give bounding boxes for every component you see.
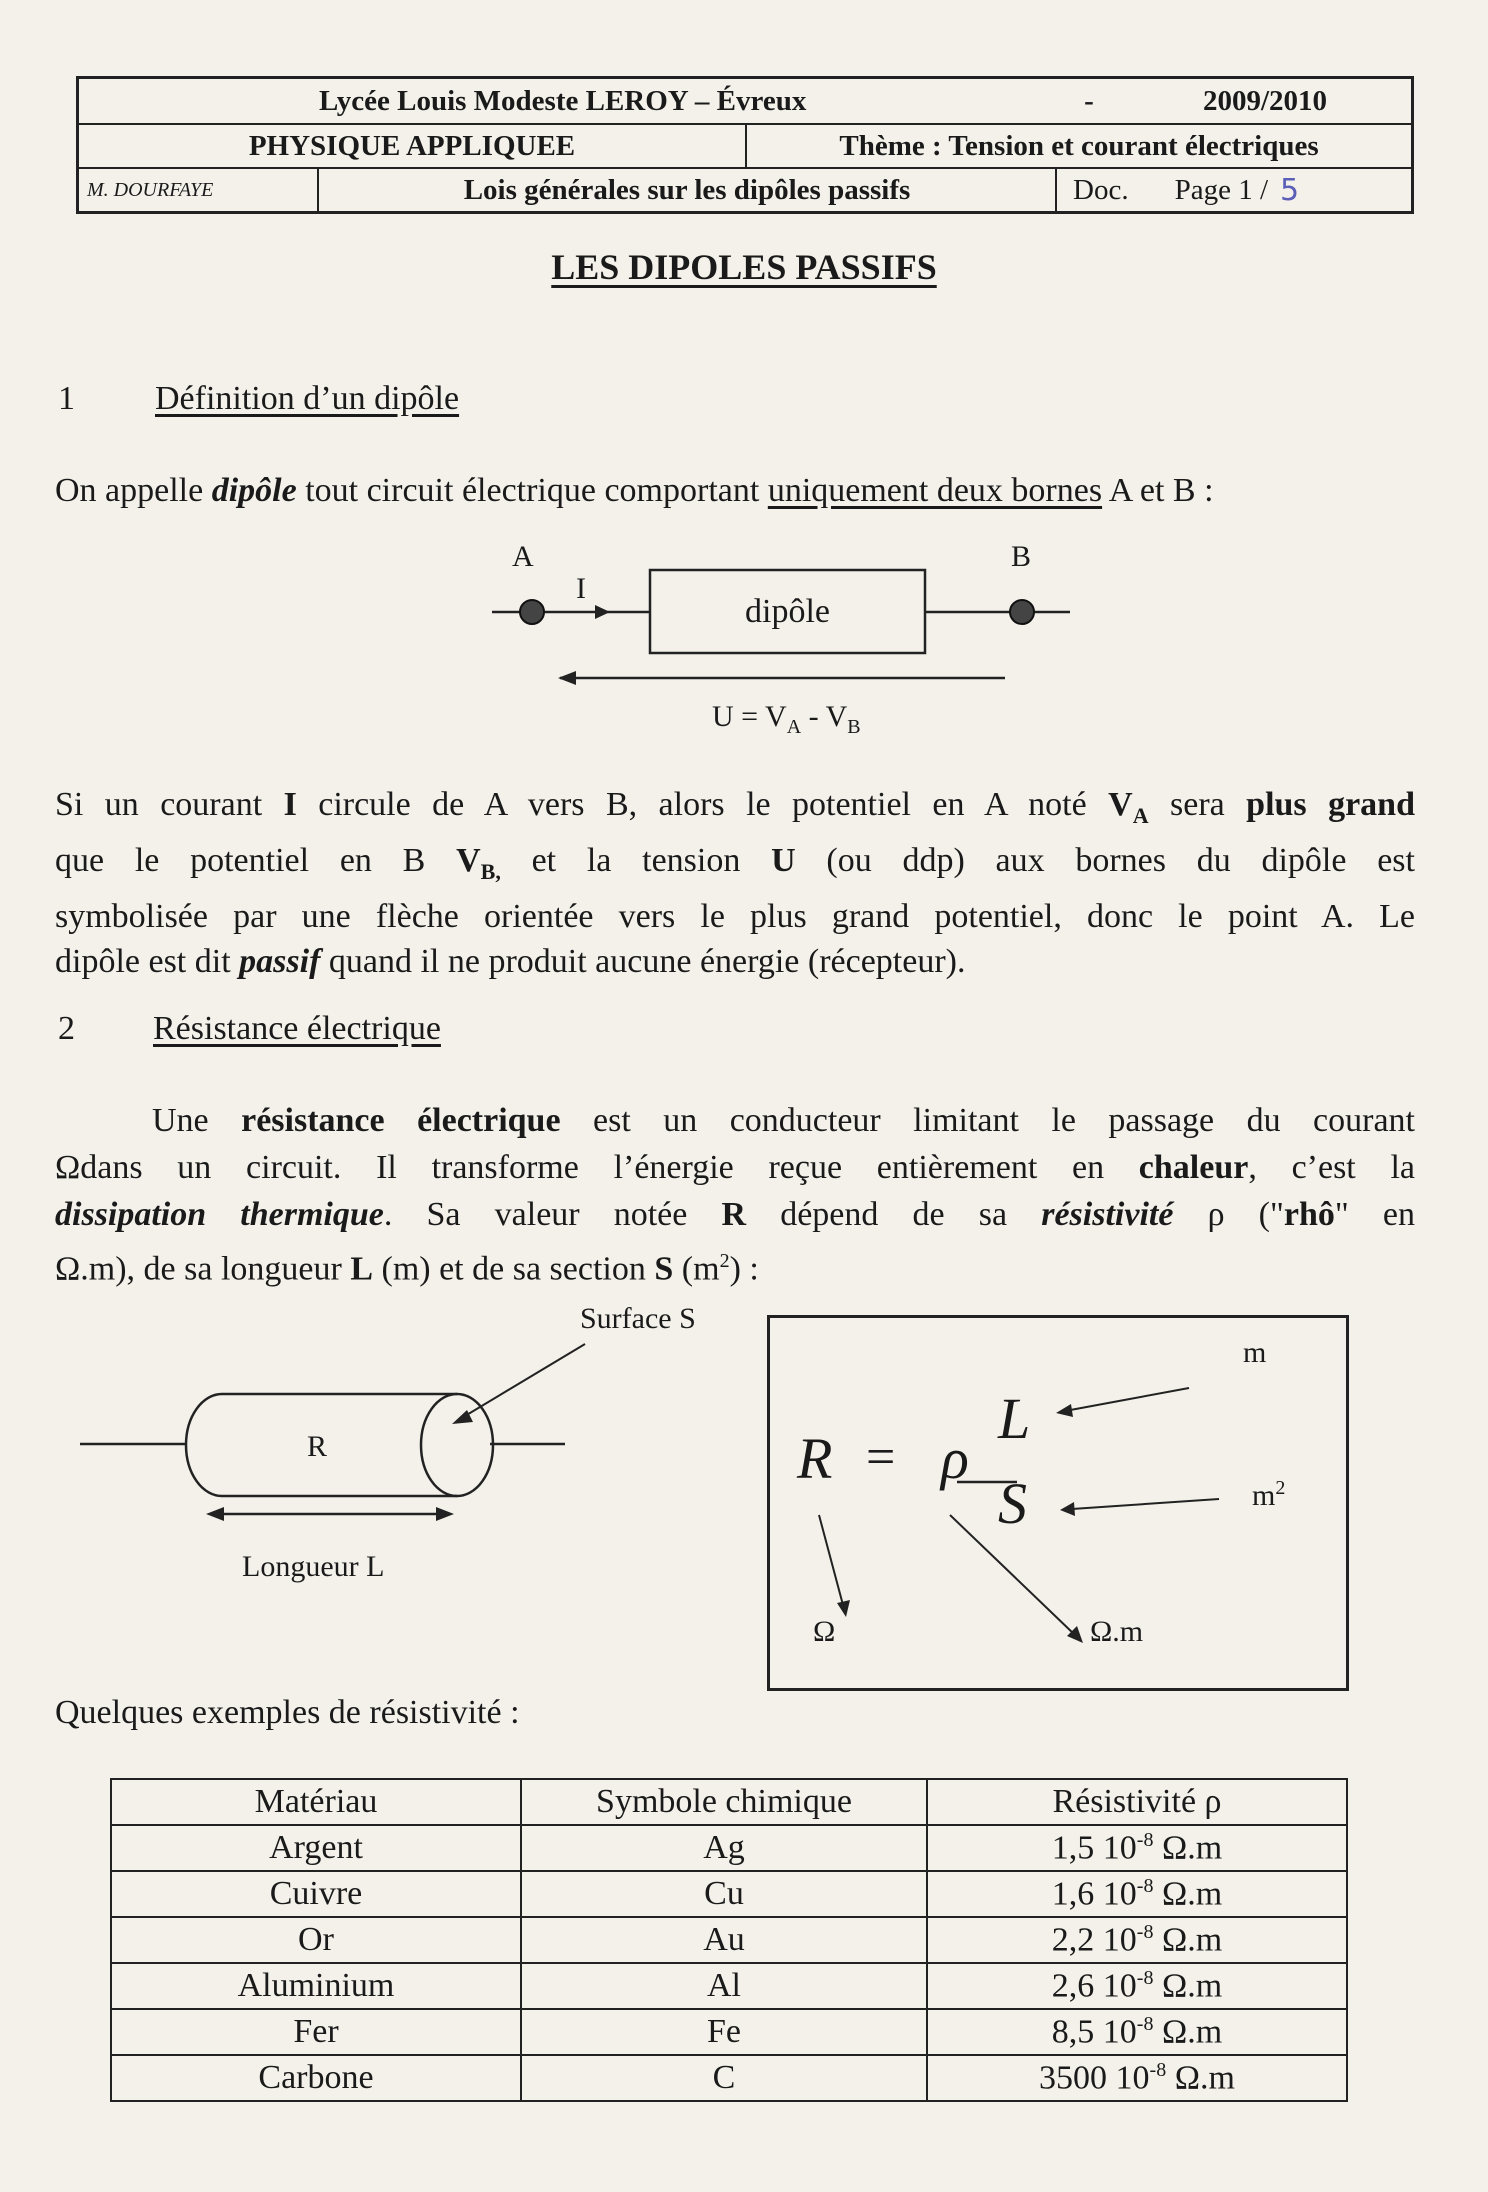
table-row [111,1871,1347,1917]
formula-s: S [998,1471,1027,1536]
unit-ohm-m: Ω.m [1090,1615,1144,1648]
cylinder-end-surface [421,1394,493,1496]
col-header-resistivity: Résistivité ρ [927,1779,1347,1825]
cell-material: Argent [111,1825,521,1871]
resistivity-table [110,1778,1348,2102]
header-row-school [79,79,1411,125]
length-arrow-head-right [436,1507,454,1521]
doc-label: Doc. [1073,173,1129,206]
unit-m: m [1243,1336,1267,1369]
header-row-subject [79,125,1411,169]
col-header-material: Matériau [111,1779,521,1825]
header-table [76,76,1414,214]
table-header-row [111,1779,1347,1825]
cell-symbol: Fe [521,2009,927,2055]
section-1-intro: On appelle dipôle tout circuit électrique comportant uniquement deux bornes A et B : [55,472,1214,509]
voltage-arrow-head [558,671,576,685]
arrow-r-unit-head [837,1600,850,1617]
page-title: LES DIPOLES PASSIFS [551,247,937,287]
topic: Lois générales sur les dipôles passifs [319,169,1057,211]
section-2-number: 2 [58,1010,75,1047]
school-name: Lycée Louis Modeste LEROY – Évreux [319,84,807,117]
formula-rho: ρ [941,1426,969,1491]
formula-equals: = [866,1429,896,1486]
terminal-b [1010,600,1034,624]
arrow-to-s-head [1060,1502,1075,1516]
header-dash: - [1084,84,1094,117]
page-info [1057,169,1411,211]
section-1-paragraph [55,782,1415,984]
cell-material: Cuivre [111,1871,521,1917]
cylinder-diagram [70,1310,730,1570]
cell-resistivity: 3500 $10^{-8}$ Ω.m [927,2055,1347,2101]
cell-resistivity: 1,6 $10^{-8}$ Ω.m [927,1871,1347,1917]
author: M. DOURFAYE [79,169,319,211]
page-total-handwritten: 5 [1280,172,1300,208]
cell-resistivity: 1,5 $10^{-8}$ Ω.m [927,1825,1347,1871]
cell-symbol: Cu [521,1871,927,1917]
subject: PHYSIQUE APPLIQUEE [79,125,747,167]
section-2-paragraph [55,1097,1415,1292]
length-arrow-head-left [206,1507,224,1521]
voltage-equation: $U = V_A - V_B$ [712,700,861,738]
unit-ohm: Ω [813,1615,836,1648]
label-current: I [576,572,586,605]
unit-m2: $m^2$ [1252,1477,1286,1512]
length-label: Longueur L [242,1550,385,1583]
school-year: 2009/2010 [1202,84,1328,117]
arrow-to-l-head [1056,1404,1073,1417]
examples-intro: Quelques exemples de résistivité : [55,1694,520,1731]
table-row [111,2055,1347,2101]
label-b: B [1011,540,1032,573]
cell-symbol: Au [521,1917,927,1963]
formula-r: R [797,1426,833,1491]
s1-line-2: que le potentiel en B $V_{B,}$ et la tension U (ou ddp) aux bornes du dipôle est [55,841,1415,884]
cell-symbol: Al [521,1963,927,2009]
current-arrow-head [595,605,610,619]
cell-resistivity: 2,2 $10^{-8}$ Ω.m [927,1917,1347,1963]
header-row-topic [79,169,1411,211]
table-row [111,1825,1347,1871]
page-label: Page 1 / [1174,173,1269,206]
section-1-title: Définition d’un dipôle [155,380,460,417]
cylinder-r-label: R [307,1430,328,1463]
s1-line-4: dipôle est dit passif quand il ne produit aucune énergie (récepteur). [55,942,966,980]
arrow-r-unit [819,1515,843,1605]
dipole-label: dipôle [745,592,830,630]
section-2-title: Résistance électrique [153,1010,441,1047]
s1-line-1: Si un courant I circule de A vers B, alors le potentiel en A noté $V_A$ sera plus grand [55,786,1416,828]
col-header-symbol: Symbole chimique [521,1779,927,1825]
surface-pointer [465,1344,585,1416]
s2-line-3: dissipation thermique. Sa valeur notée R dépend de sa résistivité ρ ("rhô" en [55,1196,1415,1233]
cell-material: Fer [111,2009,521,2055]
table-row [111,1963,1347,2009]
cell-resistivity: 2,6 $10^{-8}$ Ω.m [927,1963,1347,2009]
theme: Thème : Tension et courant électriques [839,129,1319,162]
cell-material: Carbone [111,2055,521,2101]
cell-material: Or [111,1917,521,1963]
cell-resistivity: 8,5 $10^{-8}$ Ω.m [927,2009,1347,2055]
cell-symbol: Ag [521,1825,927,1871]
s1-line-3: symbolisée par une flèche orientée vers le plus grand potentiel, donc le point A. Le [55,897,1415,935]
arrow-to-s [1072,1499,1219,1509]
surface-label: Surface S [580,1302,696,1335]
s2-line-2: Ωdans un circuit. Il transforme l’énergie reçue entièrement en chaleur, c’est la [55,1149,1415,1186]
cell-material: Aluminium [111,1963,521,2009]
terminal-a [520,600,544,624]
cell-symbol: C [521,2055,927,2101]
section-1-number: 1 [58,380,75,417]
s2-line-4: Ω.m), de sa longueur L (m) et de sa section S $(m^2)$ : [55,1250,759,1288]
s2-line-1: Une résistance électrique est un conducteur limitant le passage du courant [152,1102,1415,1139]
table-row [111,2009,1347,2055]
formula-l: L [998,1386,1031,1451]
arrow-to-l [1065,1388,1189,1411]
table-row [111,1917,1347,1963]
label-a: A [512,540,534,573]
